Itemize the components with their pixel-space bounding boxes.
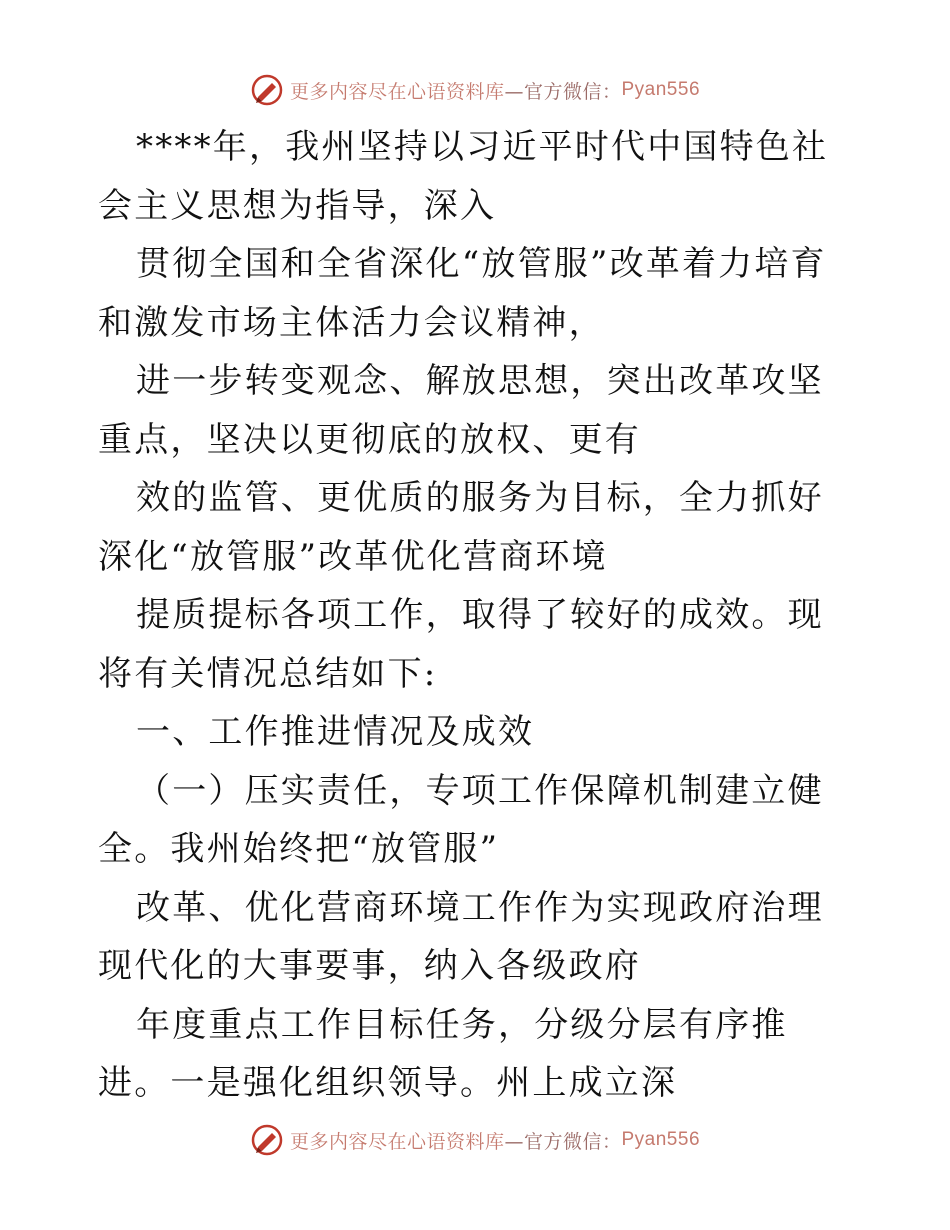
footer-watermark — [0, 1120, 950, 1160]
watermark-main-text: 更多内容尽在心语资料库 — [289, 1130, 505, 1153]
paragraph: 贯彻全国和全省深化“放管服”改革着力培育和激发市场主体活力会议精神， — [98, 244, 827, 343]
watermark-id-text: Pyan556 — [621, 1129, 701, 1150]
paragraph: 效的监管、更优质的服务为目标，全力抓好深化“放管服”改革优化营商环境 — [98, 478, 824, 577]
paragraph: 年度重点工作目标任务，分级分层有序推进。一是强化组织领导。州上成立深 — [98, 1004, 788, 1103]
watermark-tail-text: —官方微信： — [504, 1130, 622, 1153]
watermark-id-text: Pyan556 — [621, 79, 701, 100]
paragraph: 提质提标各项工作，取得了较好的成效。现将有关情况总结如下: — [98, 595, 824, 694]
document-body — [98, 118, 858, 1113]
pen-logo-icon — [250, 1123, 284, 1157]
section-heading: 一、工作推进情况及成效 — [136, 712, 535, 752]
watermark-main-text: 更多内容尽在心语资料库 — [289, 80, 505, 103]
watermark-tail-text: —官方微信： — [504, 80, 622, 103]
pen-logo-icon — [250, 73, 284, 107]
paragraph: ****年，我州坚持以习近平时代中国特色社会主义思想为指导，深入 — [98, 127, 829, 226]
paragraph: 进一步转变观念、解放思想，突出改革攻坚重点，坚决以更彻底的放权、更有 — [98, 361, 824, 460]
header-watermark — [0, 70, 950, 110]
paragraph: 改革、优化营商环境工作作为实现政府治理现代化的大事要事，纳入各级政府 — [98, 887, 824, 986]
paragraph: （一）压实责任，专项工作保障机制建立健全。我州始终把“放管服” — [98, 770, 824, 869]
